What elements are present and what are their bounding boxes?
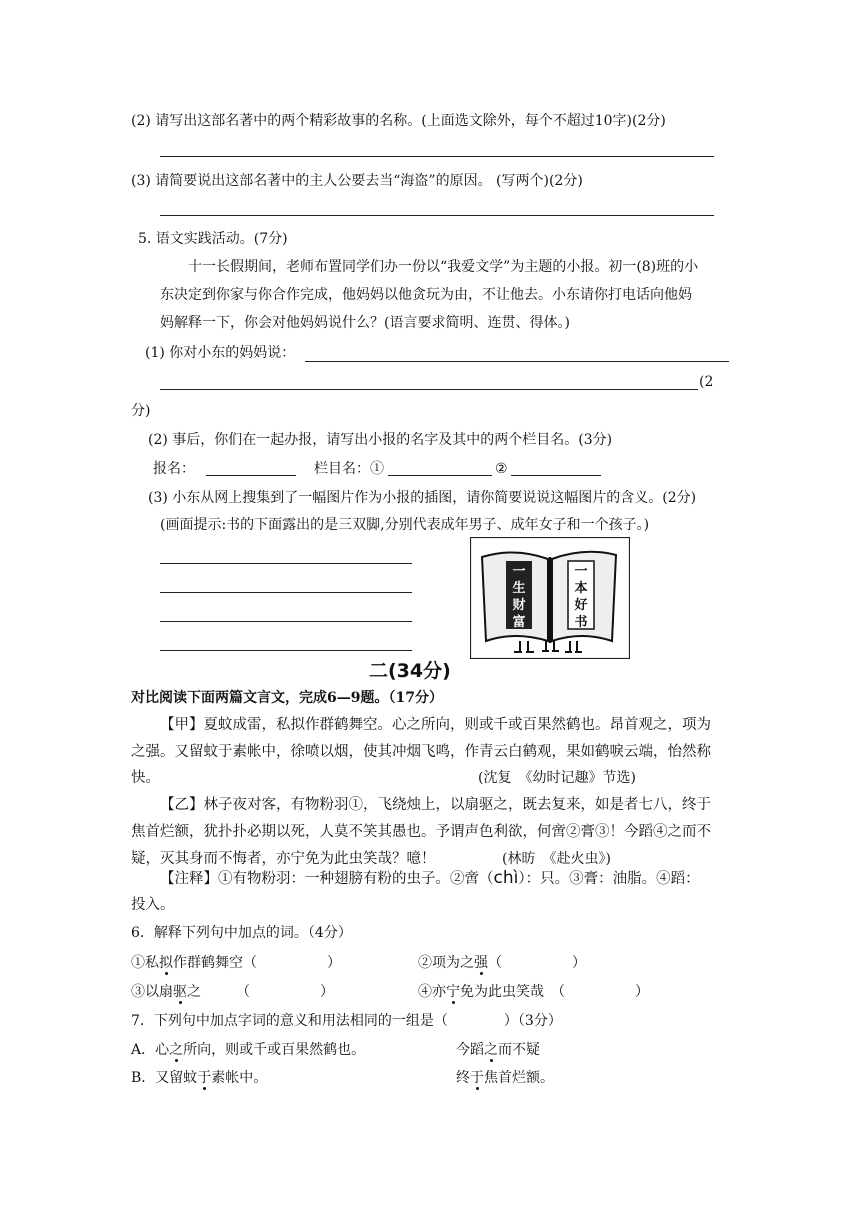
q5-hint-text: (画面提示:书的下面露出的是三双脚,分别代表成年男子、成年女子和一个孩子。) — [160, 517, 650, 533]
section-2-title: 二(34分) — [369, 660, 451, 682]
q4-sub2-text: (2) 请写出这部名著中的两个精彩故事的名称。(上面选文除外，每个不超过10字)(2分) — [131, 113, 666, 129]
passage-yi-line-2: 焦首烂额，犹扑扑必期以死，人莫不笑其愚也。予谓声色利欲，何啻②膏③！今蹈④之而不 — [131, 824, 711, 840]
q6-item-2: ②项为之强（ ） — [418, 955, 586, 971]
passage-jia-line-3: 快。 — [131, 770, 160, 786]
passage-jia-source: (沈复 《幼时记趣》节选) — [478, 770, 636, 786]
answer-line — [206, 475, 296, 476]
answer-line — [160, 563, 412, 564]
q6-item-1: ①私拟作群鹤舞空（ ） — [131, 955, 341, 971]
answer-line — [160, 389, 698, 390]
passage-yi-line-1: 【乙】林子夜对客，有物粉羽①，飞绕烛上，以扇驱之，既去复来，如是者七八，终于 — [160, 797, 711, 813]
answer-line — [160, 650, 412, 651]
book-illustration — [470, 537, 630, 659]
q5-column-2-label: ② — [495, 461, 508, 477]
q5-sub1-score-b: 分) — [131, 403, 151, 419]
answer-line — [388, 475, 492, 476]
book-right-char: 本 — [574, 581, 588, 596]
q6-item-4: ④亦宁免为此虫笑哉 （ ） — [418, 984, 649, 1000]
q7-option-b-2: 终于焦首烂额。 — [456, 1070, 554, 1086]
q5-name-label: 报名： — [153, 461, 195, 477]
notes-text: ）：只。③膏：油脂。④蹈： — [518, 871, 700, 887]
passage-jia-line-2: 之强。又留蚊于素帐中，徐喷以烟，使其冲烟飞鸣，作青云白鹤观，果如鹤唳云端，怡然称 — [131, 744, 711, 760]
answer-line — [160, 215, 714, 216]
q7-option-b-1: B．又留蚊于素帐中。 — [131, 1070, 268, 1086]
dotted-char: 拟 — [159, 955, 173, 971]
answer-line — [160, 621, 412, 622]
book-right-char: 一 — [574, 564, 588, 579]
passage-yi-line-3: 疑，灭其身而不悔者，亦宁免为此虫笑哉？噫！ — [131, 851, 436, 867]
q5-intro-line-2: 东决定到你家与你合作完成，他妈妈以他贪玩为由，不让他去。小东请你打电话向他妈 — [160, 287, 692, 303]
q5-column-label: 栏目名：① — [314, 461, 384, 477]
section-2-instruction: 对比阅读下面两篇文言文，完成6—9题。（17分） — [131, 690, 443, 706]
dotted-char: 于 — [197, 1070, 212, 1086]
passage-jia-line-1: 【甲】夏蚊成雷，私拟作群鹤舞空。心之所向，则或千或百果然鹤也。昂首观之，项为 — [160, 717, 711, 733]
answer-line — [511, 475, 601, 476]
q5-sub2-text: (2) 事后，你们在一起办报，请写出小报的名字及其中的两个栏目名。(3分) — [148, 432, 613, 448]
q5-intro-line-3: 妈解释一下，你会对他妈妈说什么？(语言要求简明、连贯、得体。) — [160, 315, 570, 331]
q5-sub1-score-a: (2 — [699, 374, 714, 390]
q5-sub1-label: (1) 你对小东的妈妈说： — [145, 345, 296, 361]
dotted-char: 强 — [474, 955, 488, 971]
answer-line — [305, 361, 729, 362]
q5-intro-line-1: 十一长假期间，老师布置同学们办一份以“我爱文学”为主题的小报。初一(8)班的小 — [188, 259, 699, 275]
dotted-char: 于 — [470, 1070, 484, 1086]
q5-sub3-text: (3) 小东从网上搜集到了一幅图片作为小报的插图，请你简要说说这幅图片的含义。(2分) — [148, 490, 697, 506]
book-left-char: 生 — [512, 581, 526, 596]
answer-line — [160, 156, 714, 157]
book-left-char: 一 — [512, 564, 526, 579]
q4-sub3-text: (3) 请简要说出这部名著中的主人公要去当“海盗”的原因。 (写两个)(2分) — [131, 173, 583, 189]
q7-title: 7．下列句中加点字词的意义和用法相同的一组是（ ）（3分） — [131, 1013, 562, 1029]
passage-yi-source: (林昉 《赴火虫》) — [502, 851, 611, 867]
q6-item-3: ③以扇驱之 （ ） — [131, 984, 334, 1000]
book-right-char: 书 — [574, 615, 588, 630]
notes-line-2: 投入。 — [131, 897, 175, 913]
dotted-char: 驱 — [173, 984, 187, 1000]
answer-line — [160, 592, 412, 593]
q7-option-a-2: 今蹈之而不疑 — [456, 1042, 540, 1058]
q7-option-a-1: A．心之所向，则或千或百果然鹤也。 — [131, 1042, 366, 1058]
dotted-char: 之 — [169, 1042, 184, 1058]
notes-text: 【注释】①有物粉羽：一种翅膀有粉的虫子。②啻（ — [160, 871, 494, 887]
dotted-char: 宁 — [446, 984, 460, 1000]
dotted-char: 之 — [484, 1042, 498, 1058]
notes-pinyin: chì — [493, 868, 519, 888]
notes-line-1 — [160, 870, 700, 887]
book-left-char: 富 — [512, 615, 526, 630]
q5-title: 5. 语文实践活动。(7分) — [138, 231, 288, 247]
book-right-char: 好 — [574, 598, 588, 613]
book-left-char: 财 — [512, 598, 526, 613]
q6-title: 6．解释下列句中加点的词。（4分） — [131, 925, 352, 941]
